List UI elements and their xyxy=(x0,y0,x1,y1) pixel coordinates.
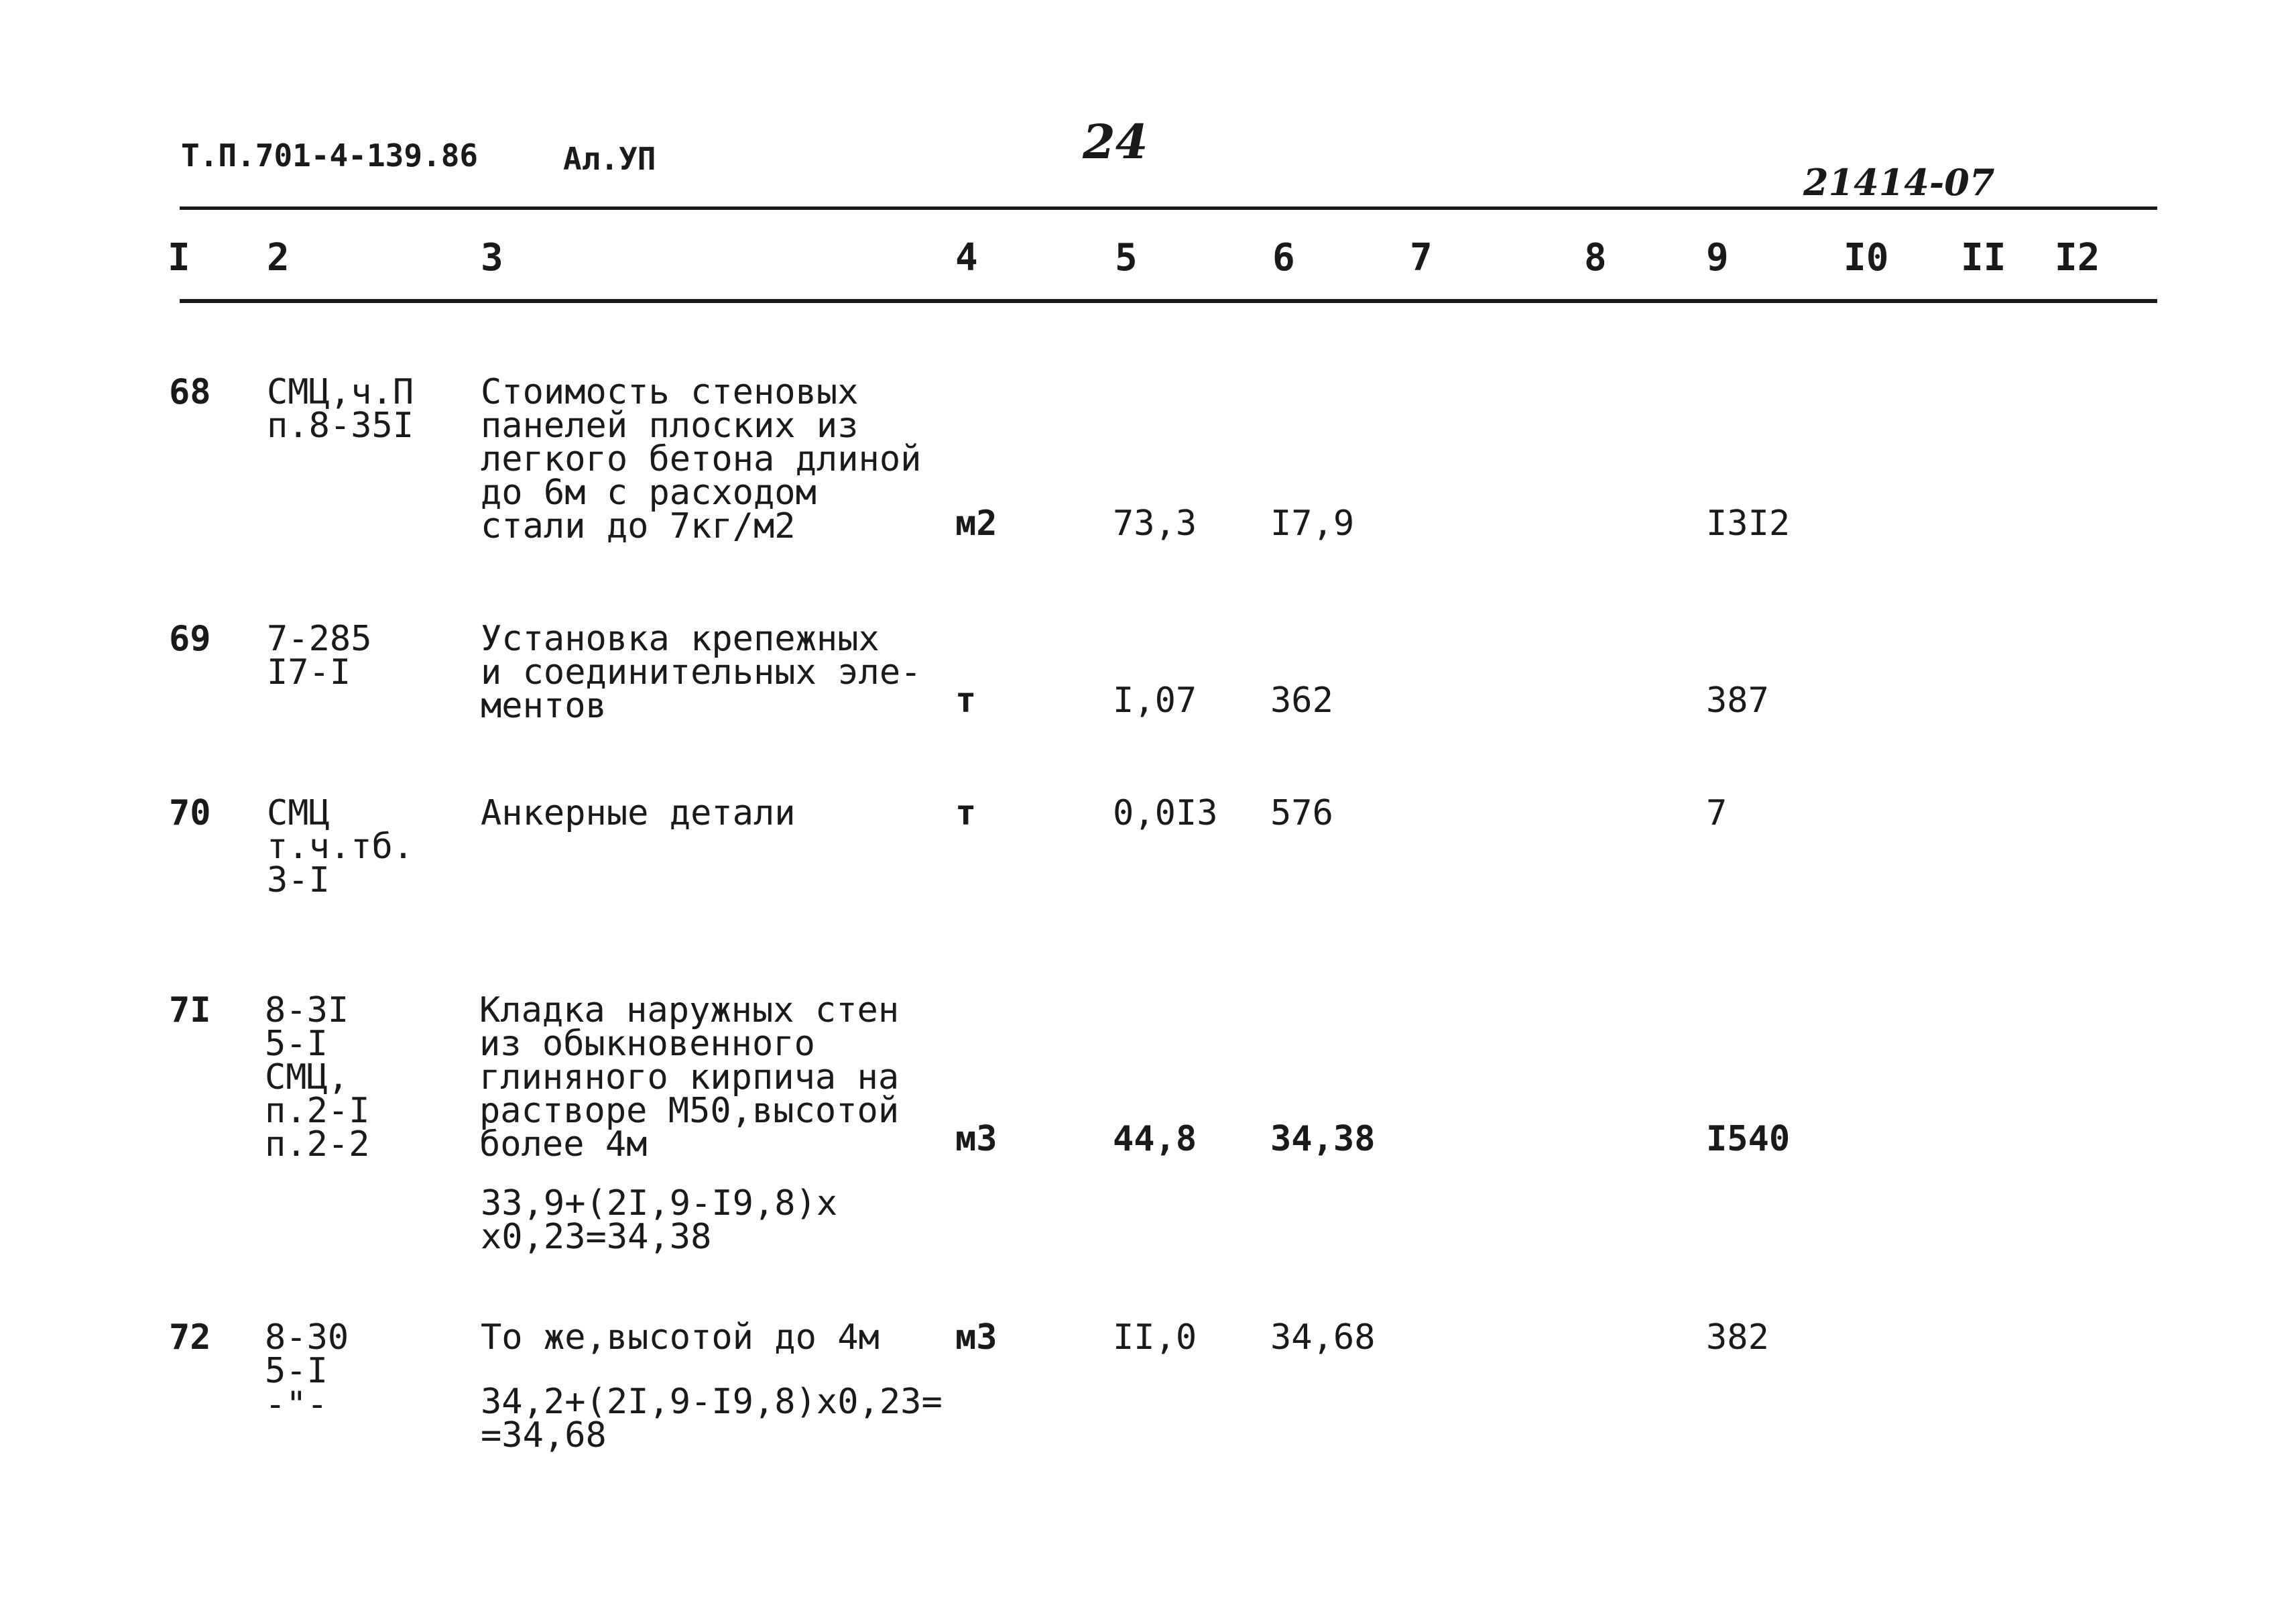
archive-number: 21414-07 xyxy=(1803,161,1995,204)
unit: т xyxy=(955,680,977,721)
unit-price: 34,38 xyxy=(1270,1119,1376,1159)
work-description: Анкерные детали xyxy=(481,793,796,833)
col-header-4: 4 xyxy=(955,236,978,280)
col-header-8: 8 xyxy=(1584,236,1607,280)
unit-price: 362 xyxy=(1270,680,1333,721)
norm-code: 7-285 I7-I xyxy=(267,619,372,693)
col-header-2: 2 xyxy=(267,236,290,280)
norm-code: СМЦ,ч.П п.8-35I xyxy=(267,372,414,446)
work-description: Стоимость стеновых панелей плоских из легкого бетона длиной до 6м с расходом стали до 7кг/м2 xyxy=(481,372,922,546)
document-code: Т.П.701-4-139.86 xyxy=(181,137,479,174)
unit-price: I7,9 xyxy=(1270,503,1355,544)
row-number: 68 xyxy=(169,372,211,412)
album-label: Ал.УП xyxy=(563,141,656,177)
col-header-9: 9 xyxy=(1706,236,1729,280)
col-header-12: I2 xyxy=(2055,236,2100,280)
col-header-3: 3 xyxy=(481,236,503,280)
col-header-6: 6 xyxy=(1272,236,1295,280)
total-cost: 7 xyxy=(1706,793,1728,833)
quantity: 0,0I3 xyxy=(1113,793,1218,833)
quantity: I,07 xyxy=(1113,680,1197,721)
col-header-1: I xyxy=(168,236,190,280)
work-description: Установка крепежных и соединительных эле- ментов xyxy=(481,619,922,726)
calculation-note: 33,9+(2I,9-I9,8)х х0,23=34,38 xyxy=(481,1183,838,1257)
unit-price: 576 xyxy=(1270,793,1333,833)
col-header-10: I0 xyxy=(1844,236,1889,280)
row-number: 70 xyxy=(169,793,211,833)
row-number: 72 xyxy=(169,1317,211,1358)
header-bottom-rule xyxy=(180,299,2157,303)
total-cost: 387 xyxy=(1706,680,1769,721)
unit: м3 xyxy=(955,1119,998,1159)
work-description: Кладка наружных стен из обыкновенного глиняного кирпича на растворе М50,высотой более 4м xyxy=(479,990,900,1165)
work-description: То же,высотой до 4м xyxy=(481,1317,880,1358)
calculation-note: 34,2+(2I,9-I9,8)х0,23= =34,68 xyxy=(481,1382,943,1455)
page-number: 24 xyxy=(1083,114,1148,170)
norm-code: 8-30 5-I -"- xyxy=(265,1317,349,1425)
col-header-11: II xyxy=(1961,236,2006,280)
quantity: II,0 xyxy=(1113,1317,1197,1358)
col-header-7: 7 xyxy=(1410,236,1433,280)
unit: м2 xyxy=(955,503,998,544)
unit: м3 xyxy=(955,1317,998,1358)
total-cost: 382 xyxy=(1706,1317,1769,1358)
row-number: 69 xyxy=(169,619,211,659)
norm-code: СМЦ т.ч.тб. 3-I xyxy=(267,793,414,900)
norm-code: 8-3I 5-I СМЦ, п.2-I п.2-2 xyxy=(265,990,370,1165)
row-number: 7I xyxy=(169,990,211,1030)
col-header-5: 5 xyxy=(1115,236,1138,280)
total-cost: I3I2 xyxy=(1706,503,1791,544)
unit: т xyxy=(955,793,977,833)
quantity: 73,3 xyxy=(1113,503,1197,544)
unit-price: 34,68 xyxy=(1270,1317,1376,1358)
quantity: 44,8 xyxy=(1113,1119,1197,1159)
total-cost: I540 xyxy=(1706,1119,1791,1159)
top-rule xyxy=(180,206,2157,210)
